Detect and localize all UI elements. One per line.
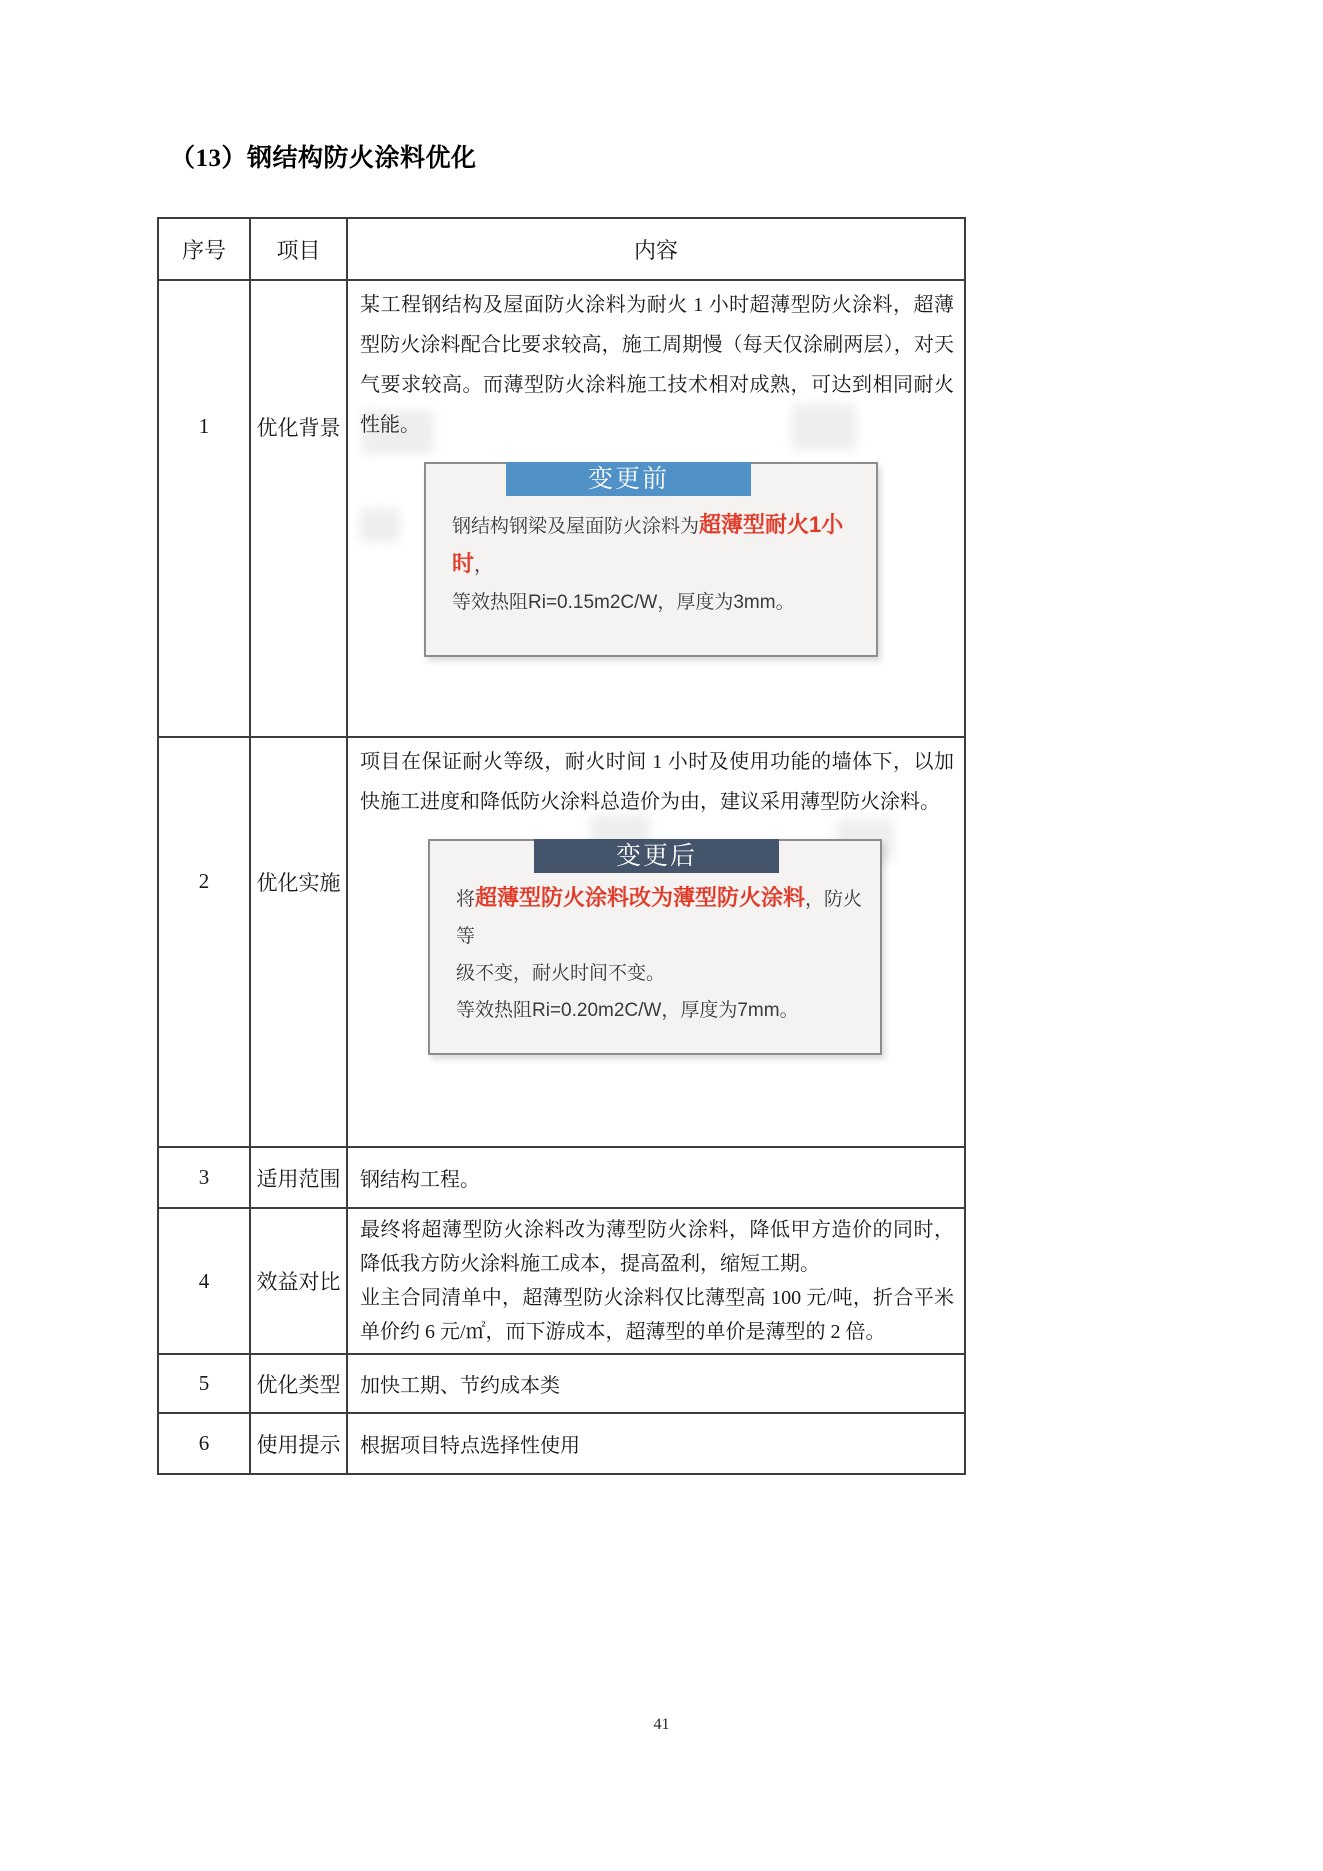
row2-number: 2 — [158, 737, 250, 1147]
row1-paragraph: 某工程钢结构及屋面防火涂料为耐火 1 小时超薄型防火涂料，超薄型防火涂料配合比要求较高，施工周期慢（每天仅涂刷两层），对天气要求较高。而薄型防火涂料施工技术相对成熟，可达到相同耐火性能。 — [360, 294, 954, 436]
optimization-table — [157, 217, 966, 1475]
section-title: （13）钢结构防火涂料优化 — [170, 145, 477, 172]
row2-item-label: 优化实施 — [250, 737, 347, 1147]
watermark-smudge — [792, 404, 856, 450]
figure-text-line: 级不变，耐火时间不变。 — [456, 963, 666, 984]
table-row-3 — [158, 1147, 965, 1208]
column-header-no: 序号 — [158, 218, 250, 280]
watermark-smudge — [362, 410, 434, 454]
figure-text-segment: 将 — [456, 889, 476, 910]
row4-content-cell — [347, 1208, 965, 1354]
table-row-6 — [158, 1413, 965, 1474]
row3-number: 3 — [158, 1147, 250, 1208]
before-change-banner: 变更前 — [506, 462, 751, 496]
watermark-smudge — [360, 508, 400, 542]
figure-text-segment: ，防火等 — [456, 889, 863, 947]
row6-item-label: 使用提示 — [250, 1413, 347, 1474]
figure-text-line — [456, 879, 866, 955]
figure-text-line — [452, 506, 862, 584]
figure-after-change — [428, 839, 882, 1055]
table-row-2 — [158, 737, 965, 1147]
table-header-row — [158, 218, 965, 280]
row1-content-cell — [347, 280, 965, 737]
row5-item-label: 优化类型 — [250, 1354, 347, 1413]
row4-number: 4 — [158, 1208, 250, 1354]
row6-content: 根据项目特点选择性使用 — [347, 1413, 965, 1474]
figure-text-line: 等效热阻Ri=0.20m2C/W，厚度为7mm。 — [456, 1000, 799, 1021]
row5-content: 加快工期、节约成本类 — [347, 1354, 965, 1413]
row6-number: 6 — [158, 1413, 250, 1474]
figure-highlight-red: 超薄型防火涂料改为薄型防火涂料 — [475, 885, 806, 910]
row5-number: 5 — [158, 1354, 250, 1413]
figure-highlight-red: 超薄型耐火1小时 — [452, 512, 844, 576]
row4-item-label: 效益对比 — [250, 1208, 347, 1354]
figure-text-segment: 钢结构钢梁及屋面防火涂料为 — [452, 516, 700, 537]
row4-paragraph-2: 业主合同清单中，超薄型防火涂料仅比薄型高 100 元/吨，折合平米单价约 6 元/㎡，而下游成本，超薄型的单价是薄型的 2 倍。 — [360, 1287, 954, 1343]
row1-number: 1 — [158, 280, 250, 737]
row1-item-label: 优化背景 — [250, 280, 347, 737]
figure-text-line: 等效热阻Ri=0.15m2C/W，厚度为3mm。 — [452, 592, 795, 613]
row4-paragraph-1: 最终将超薄型防火涂料改为薄型防火涂料，降低甲方造价的同时，降低我方防火涂料施工成本，提高盈利，缩短工期。 — [360, 1219, 954, 1275]
table-row-5 — [158, 1354, 965, 1413]
row2-paragraph: 项目在保证耐火等级，耐火时间 1 小时及使用功能的墙体下，以加快施工进度和降低防火涂料总造价为由，建议采用薄型防火涂料。 — [360, 751, 954, 813]
column-header-item: 项目 — [250, 218, 347, 280]
figure-before-change — [424, 462, 878, 657]
table-row-4 — [158, 1208, 965, 1354]
after-change-banner: 变更后 — [534, 839, 779, 873]
column-header-content: 内容 — [347, 218, 965, 280]
table-row-1 — [158, 280, 965, 737]
page-number: 41 — [653, 1716, 670, 1733]
row3-item-label: 适用范围 — [250, 1147, 347, 1208]
row3-content: 钢结构工程。 — [347, 1147, 965, 1208]
row2-content-cell — [347, 737, 965, 1147]
figure-text-segment: ， — [474, 555, 494, 576]
